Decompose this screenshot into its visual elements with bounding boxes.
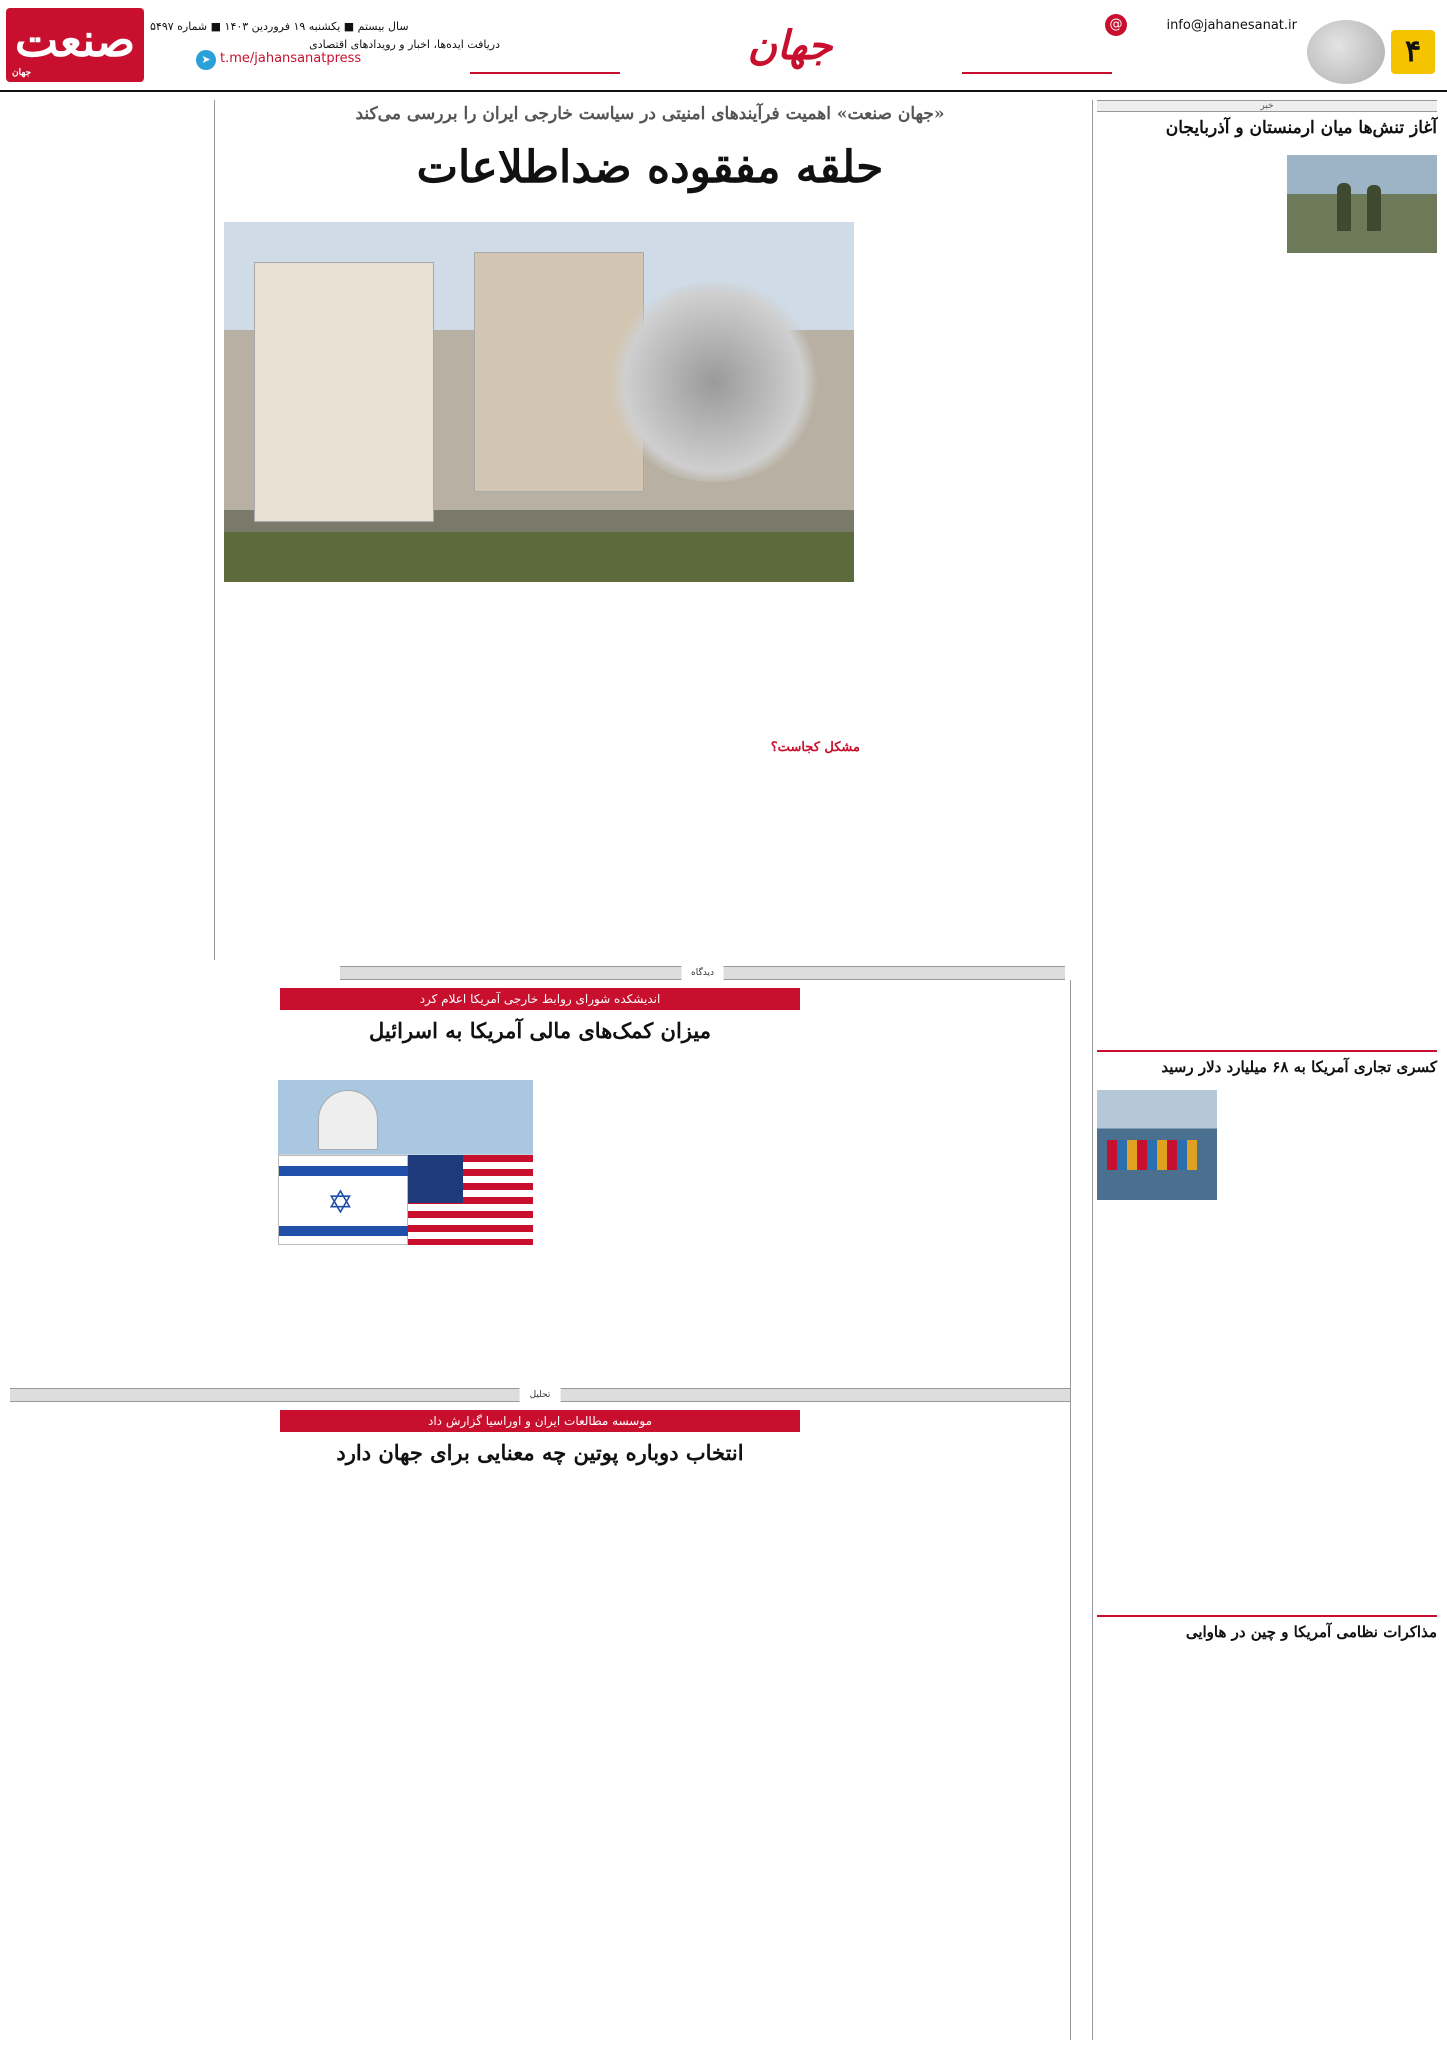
email-address[interactable]: info@jahanesanat.ir xyxy=(1166,18,1297,33)
building-left xyxy=(254,262,434,522)
email-icon: @ xyxy=(1105,14,1127,36)
page-number: ۴ xyxy=(1391,30,1435,74)
divider-analysis xyxy=(10,1388,1070,1402)
trade-headline: کسری تجاری آمریکا به ۶۸ میلیارد دلار رسید xyxy=(1161,1058,1437,1076)
story-china xyxy=(1097,1615,1437,1641)
masthead-subtitle: جهان xyxy=(12,68,32,78)
containers xyxy=(1107,1140,1197,1170)
story-lead xyxy=(220,104,1080,193)
masthead-logo xyxy=(6,8,144,82)
page-header xyxy=(0,0,1447,92)
smoke-plume xyxy=(604,282,824,482)
trade-photo xyxy=(1097,1090,1217,1200)
street-trees xyxy=(224,532,854,582)
column-rule xyxy=(1092,100,1093,2040)
header-rule-left xyxy=(470,72,620,74)
armenia-headline: آغاز تنش‌ها میان ارمنستان و آذربایجان xyxy=(1165,118,1437,138)
flag-israel xyxy=(278,1155,408,1245)
lead-subhead-wrap xyxy=(700,740,860,755)
column-rule xyxy=(214,100,215,960)
issue-info: سال بیستم ■ یکشنبه ۱۹ فروردین ۱۴۰۳ ■ شماره ۵۴۹۷ xyxy=(150,20,409,33)
masthead-title: صنعت xyxy=(14,13,136,67)
star-of-david-icon: ✡ xyxy=(327,1183,354,1221)
armenia-kicker: خبر xyxy=(1097,100,1437,112)
telegram-block xyxy=(220,38,500,66)
soldier-figure xyxy=(1367,185,1381,231)
story-putin xyxy=(280,1410,800,1465)
china-headline: مذاکرات نظامی آمریکا و چین در هاوایی xyxy=(1185,1623,1437,1641)
telegram-link[interactable]: t.me/jahansanatpress xyxy=(220,51,362,66)
israel-photo xyxy=(278,1080,533,1245)
lead-photo xyxy=(224,222,854,582)
divider-analysis-label: تحلیل xyxy=(520,1388,561,1402)
lead-kicker: «جهان صنعت» اهمیت فرآیندهای امنیتی در سیاست خارجی ایران را بررسی می‌کند xyxy=(355,104,945,124)
header-rule-right xyxy=(962,72,1112,74)
story-israel xyxy=(280,988,800,1043)
israel-redbar: اندیشکده شورای روابط خارجی آمریکا اعلام کرد xyxy=(280,988,800,1010)
putin-redbar: موسسه مطالعات ایران و اوراسیا گزارش داد xyxy=(280,1410,800,1432)
divider-opinion xyxy=(340,966,1065,980)
lead-headline: حلقه مفقوده ضداطلاعات xyxy=(416,142,884,193)
section-title: جهان xyxy=(747,22,833,69)
telegram-icon: ➤ xyxy=(196,50,216,70)
divider-opinion-label: دیدگاه xyxy=(681,966,724,980)
armenia-photo xyxy=(1287,155,1437,253)
story-trade xyxy=(1097,1050,1437,1076)
lead-subhead: مشکل کجاست؟ xyxy=(770,740,860,755)
telegram-note: دریافت ایده‌ها، اخبار و رویدادهای اقتصادی xyxy=(309,38,500,51)
flag-usa xyxy=(408,1155,533,1245)
globe-icon xyxy=(1307,20,1385,84)
capitol-dome xyxy=(318,1090,378,1150)
putin-headline: انتخاب دوباره پوتین چه معنایی برای جهان دارد xyxy=(336,1440,744,1465)
israel-headline: میزان کمک‌های مالی آمریکا به اسرائیل xyxy=(369,1018,711,1043)
column-rule xyxy=(1070,980,1071,2040)
soldier-figure xyxy=(1337,183,1351,231)
story-armenia xyxy=(1097,100,1437,138)
